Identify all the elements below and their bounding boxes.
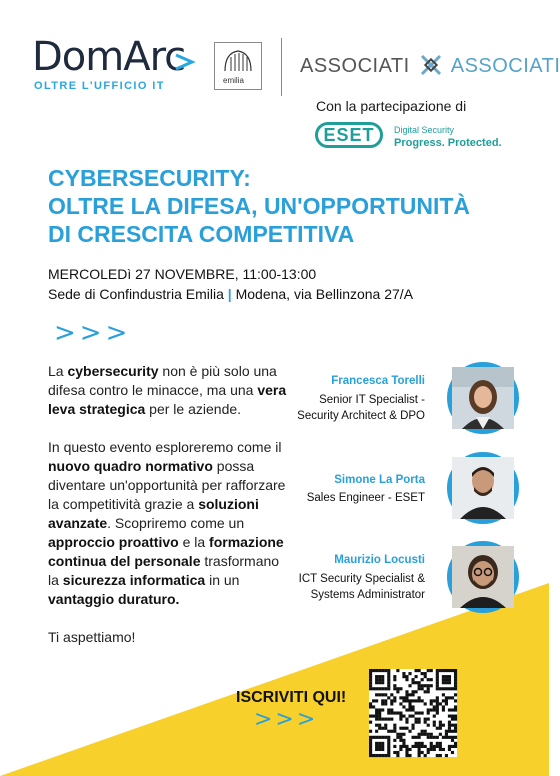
building-icon (215, 45, 261, 75)
domarc-logo-wordmark: DomArc (32, 34, 186, 80)
intro-text-run: . Scopriremo come un (107, 515, 245, 531)
intro-text-run: per le aziende. (145, 401, 242, 417)
speaker-3-name: Maurizio Locusti (334, 554, 425, 566)
intro-text-run: sicurezza informatica (62, 572, 206, 588)
event-venue (48, 286, 413, 302)
intro-text (48, 362, 288, 666)
emilia-logo (214, 42, 262, 90)
header-divider (281, 38, 282, 96)
domarc-logo (32, 34, 192, 100)
venue-name: Sede di Confindustria Emilia (48, 286, 224, 302)
eset-logo-text: ESET (323, 124, 375, 145)
domarc-tagline: OLTRE L'UFFICIO IT (34, 80, 165, 92)
intro-text-run: in un (205, 572, 240, 588)
intro-text-run: La (48, 363, 68, 379)
title-line-3: DI CRESCITA COMPETITIVA (48, 221, 355, 247)
speaker-2-name: Simone La Porta (334, 474, 425, 486)
speaker-1-role-line-1: Senior IT Specialist - (319, 394, 425, 406)
speaker-2-role-line-1: Sales Engineer - ESET (306, 492, 425, 504)
woman-portrait-icon (452, 367, 514, 429)
man-portrait-icon (452, 457, 514, 519)
intro-text-run: soluzioni avanzate (48, 496, 259, 531)
associati-left-text: ASSOCIATI (300, 55, 410, 77)
speaker-1-name: Francesca Torelli (331, 375, 425, 387)
knot-icon (418, 52, 444, 78)
intro-text-run: possa diventare un'opportunità per rafforzare la competitività grazie a (48, 458, 286, 512)
emilia-logo-text: emilia (223, 76, 244, 85)
qr-code-graphic (369, 669, 457, 757)
eset-tagline-1: Digital Security (394, 125, 455, 135)
title-line-1: CYBERSECURITY: (48, 165, 251, 191)
speaker-2-role (307, 490, 425, 506)
speaker-3-role (299, 571, 425, 603)
event-title (48, 164, 518, 248)
man-portrait-glasses-icon (452, 546, 514, 608)
cta-chevrons: >>> (254, 707, 319, 732)
chevrons-decoration: >>> (54, 318, 132, 348)
arrow-icon (174, 52, 198, 72)
qr-code-icon[interactable] (369, 669, 457, 757)
speaker-3-avatar (447, 541, 519, 613)
speaker-3-role-line-1: ICT Security Specialist & (298, 573, 425, 585)
intro-text-run: vantaggio duraturo. (48, 591, 180, 607)
intro-text-run: approccio proattivo (48, 534, 179, 550)
speaker-1-role (297, 392, 425, 424)
venue-separator: | (227, 286, 232, 302)
venue-address: Modena, via Bellinzona 27/A (235, 286, 414, 302)
event-date-time: MERCOLEDì 27 NOVEMBRE, 11:00-13:00 (48, 266, 317, 282)
speaker-3-role-line-2: Systems Administrator (310, 589, 425, 601)
intro-text-run: formazione continua del personale (48, 534, 284, 569)
intro-paragraph-1 (48, 362, 288, 419)
eset-tagline-2: Progress. Protected. (394, 137, 502, 149)
participation-text: Con la partecipazione di (316, 98, 467, 114)
register-cta[interactable]: ISCRIVITI QUI! (236, 689, 347, 706)
eset-logo (315, 122, 383, 148)
speaker-1-avatar (447, 362, 519, 434)
title-line-2: OLTRE LA DIFESA, UN'OPPORTUNITÀ (48, 193, 471, 219)
intro-text-run: trasformano la (48, 553, 280, 588)
intro-text-run: In questo evento esploreremo come il (48, 439, 282, 455)
intro-text-run: nuovo quadro normativo (48, 458, 213, 474)
intro-text-run: cybersecurity (67, 363, 159, 379)
associati-right-text: ASSOCIATI (450, 55, 560, 77)
intro-text-run: e la (178, 534, 210, 550)
speaker-1-role-line-2: Security Architect & DPO (297, 410, 425, 422)
intro-text-run: vera leva strategica (48, 382, 287, 417)
speaker-2-avatar (447, 452, 519, 524)
intro-paragraph-2 (48, 438, 288, 609)
closing-text: Ti aspettiamo! (48, 629, 136, 645)
associati-logo (300, 52, 560, 82)
intro-text-run: non è più solo una difesa contro le minacce, ma una (48, 363, 277, 398)
